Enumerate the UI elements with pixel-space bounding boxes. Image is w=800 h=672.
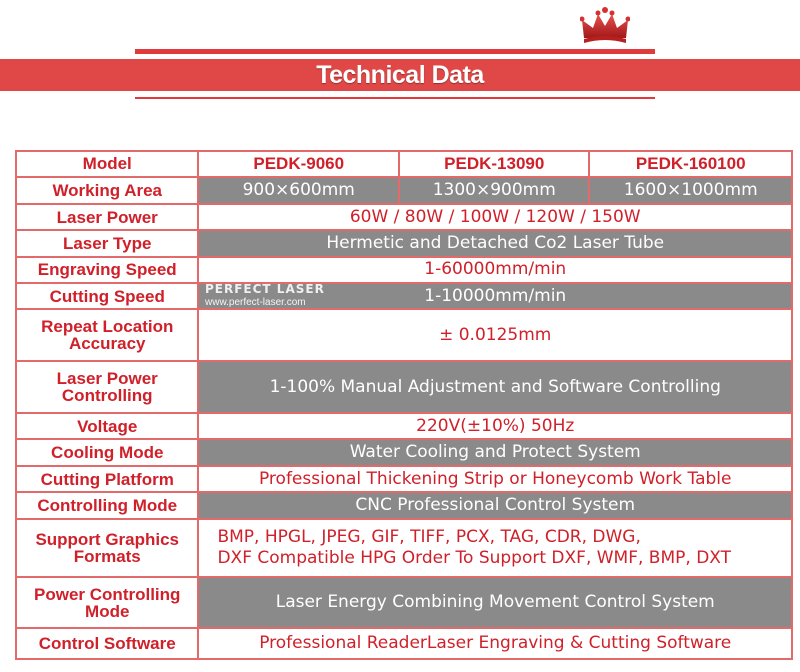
row-value: 220V(±10%) 50Hz	[199, 414, 791, 440]
row-value: 1-10000mm/min	[199, 284, 791, 310]
table-row	[17, 231, 791, 257]
watermark	[205, 283, 355, 313]
row-label: Power Controlling Mode	[17, 578, 199, 630]
formats-line-1: BMP, HPGL, JPEG, GIF, TIFF, PCX, TAG, CDR, DWG,	[217, 526, 641, 547]
crown-icon	[580, 6, 630, 46]
row-label: Repeat Location Accuracy	[17, 310, 199, 362]
top-divider	[135, 49, 655, 54]
row-label: Engraving Speed	[17, 258, 199, 284]
row-label: Working Area	[17, 178, 199, 204]
watermark-brand: PERFECT LASER	[205, 282, 325, 296]
row-value: ± 0.0125mm	[199, 310, 791, 362]
row-value: 1-100% Manual Adjustment and Software Controlling	[199, 362, 791, 414]
table-row	[17, 467, 791, 493]
row-label: Cooling Mode	[17, 440, 199, 466]
row-value: CNC Professional Control System	[199, 493, 791, 519]
row-label: Laser Type	[17, 231, 199, 257]
table-row	[17, 414, 791, 440]
header-model-9060: PEDK-9060	[199, 152, 400, 178]
table-row	[17, 362, 791, 414]
table-row	[17, 205, 791, 231]
page-title: Technical Data	[316, 61, 484, 89]
row-label: Voltage	[17, 414, 199, 440]
row-label: Laser Power Controlling	[17, 362, 199, 414]
working-area-9060: 900×600mm	[199, 178, 400, 204]
table-row	[17, 520, 791, 578]
row-value: Hermetic and Detached Co2 Laser Tube	[199, 231, 791, 257]
table-header-row	[17, 152, 791, 178]
table-row	[17, 284, 791, 310]
row-label: Cutting Speed	[17, 284, 199, 310]
table-row	[17, 578, 791, 630]
table-row	[17, 440, 791, 466]
row-value: Professional ReaderLaser Engraving & Cutting Software	[199, 629, 791, 658]
working-area-13090: 1300×900mm	[400, 178, 590, 204]
table-row	[17, 629, 791, 658]
table-row	[17, 178, 791, 204]
row-value: Professional Thickening Strip or Honeycomb Work Table	[199, 467, 791, 493]
formats-line-2: DXF Compatible HPG Order To Support DXF, WMF, BMP, DXT	[217, 547, 732, 568]
row-value: 60W / 80W / 100W / 120W / 150W	[199, 205, 791, 231]
row-label: Control Software	[17, 629, 199, 658]
row-value: 1-60000mm/min	[199, 258, 791, 284]
bottom-divider	[135, 97, 655, 99]
spec-table	[15, 150, 793, 660]
table-row	[17, 310, 791, 362]
header-model-label: Model	[17, 152, 199, 178]
working-area-160100: 1600×1000mm	[590, 178, 791, 204]
header-model-160100: PEDK-160100	[590, 152, 791, 178]
table-row	[17, 493, 791, 519]
row-label: Cutting Platform	[17, 467, 199, 493]
table-row	[17, 258, 791, 284]
row-label: Laser Power	[17, 205, 199, 231]
row-label: Controlling Mode	[17, 493, 199, 519]
row-value: Laser Energy Combining Movement Control System	[199, 578, 791, 630]
row-label: Support Graphics Formats	[17, 520, 199, 578]
watermark-url: www.perfect-laser.com	[205, 297, 306, 308]
row-value: Water Cooling and Protect System	[199, 440, 791, 466]
row-value	[199, 520, 791, 578]
header-model-13090: PEDK-13090	[400, 152, 590, 178]
